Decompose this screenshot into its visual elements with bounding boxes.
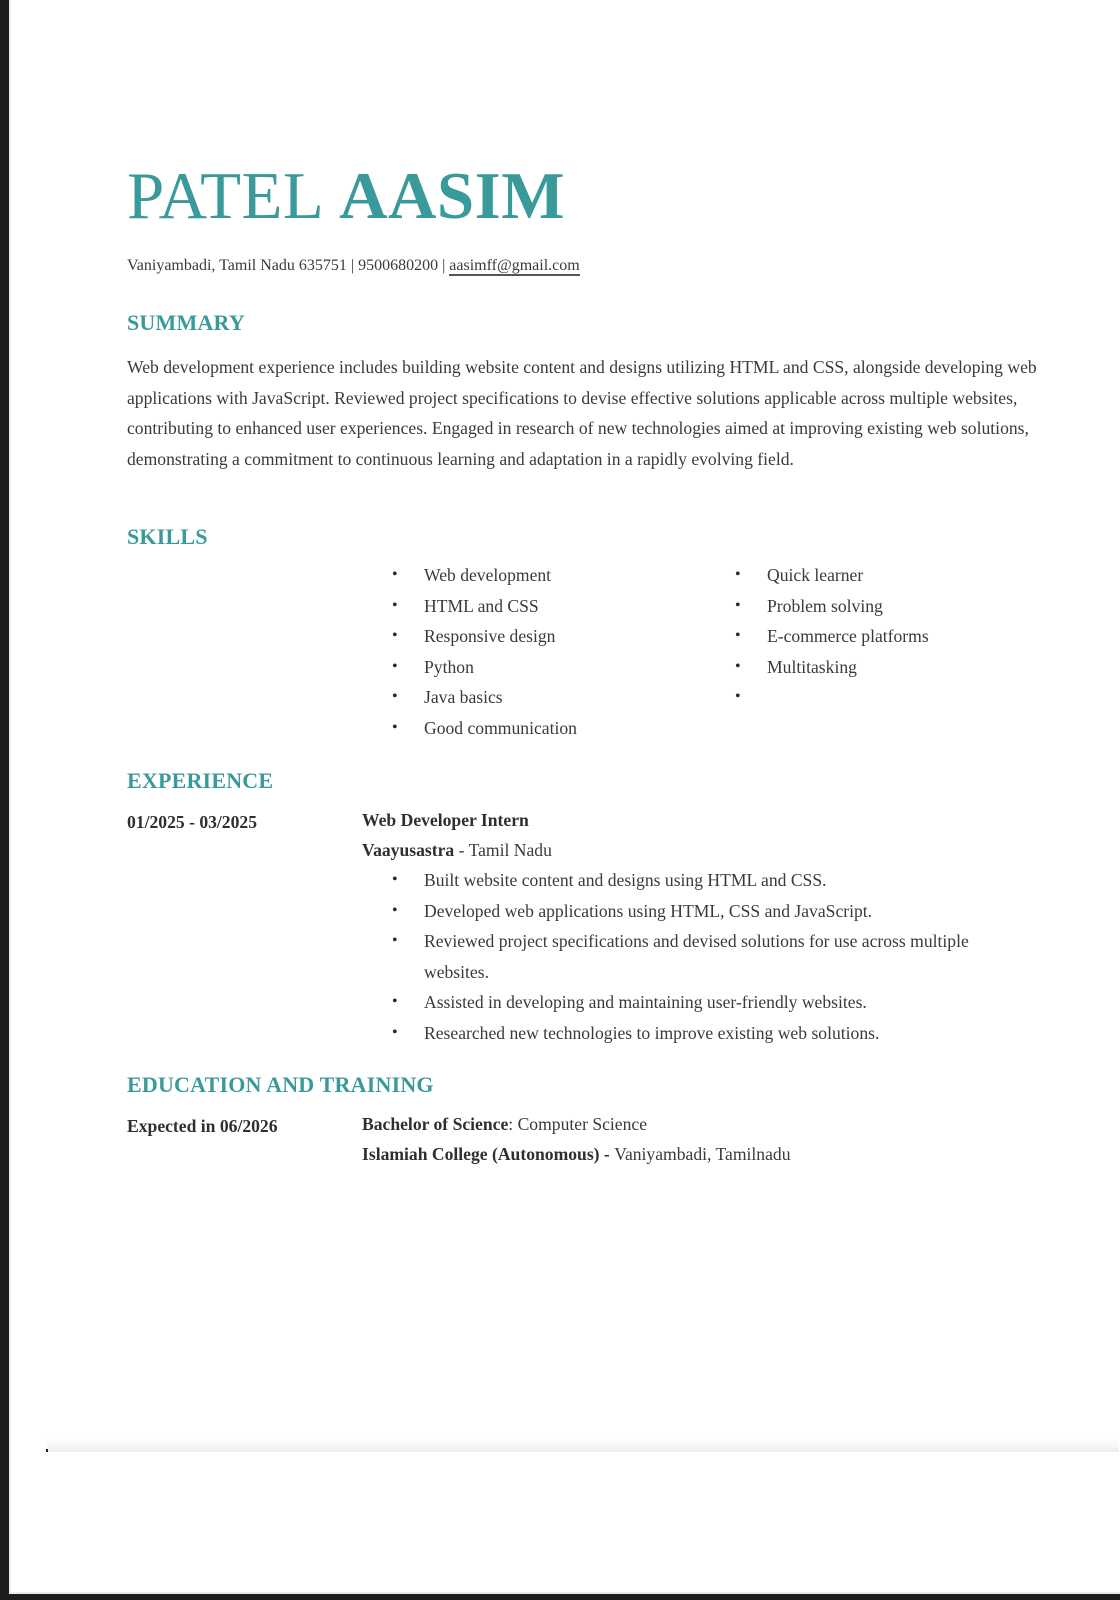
education-heading: EDUCATION AND TRAINING xyxy=(127,1072,434,1097)
experience-company: Vaayusastra xyxy=(362,840,455,860)
experience-bullets xyxy=(392,865,992,1048)
education-field: Computer Science xyxy=(517,1114,648,1134)
skills-list-column-2 xyxy=(735,560,929,713)
bullet-icon: • xyxy=(392,688,398,705)
education-degree: Bachelor of Science xyxy=(362,1114,509,1134)
experience-dates: 01/2025 - 03/2025 xyxy=(127,812,257,832)
contact-location: Vaniyambadi, Tamil Nadu 635751 xyxy=(127,257,347,274)
experience-location: Tamil Nadu xyxy=(468,840,552,860)
resume-page xyxy=(9,0,1120,1594)
contact-separator: | xyxy=(350,257,355,274)
skills-list-column-1 xyxy=(392,560,577,743)
bullet-icon: • xyxy=(392,718,398,736)
experience-bullet: • Researched new technologies to improve existing web solutions. xyxy=(392,1018,992,1049)
first-name: PATEL xyxy=(127,159,322,233)
contact-phone: 9500680200 xyxy=(358,257,439,274)
bullet-icon: • xyxy=(392,627,398,644)
skill-item: • Responsive design xyxy=(392,621,577,652)
contact-line xyxy=(127,256,580,276)
summary-text: Web development experience includes building website content and designs utilizing HTML and CSS, alongside developing web applications with JavaScript. Reviewed project specifications to devise effective solutions applicable across multiple websites, contributing to enhanced user experiences. Engaged in research of new technologies aimed at improving existing web solutions, demonstrating a commitment to continuous learning and adaptation in a rapidly evolving field. xyxy=(127,357,1037,469)
experience-bullet: • Reviewed project specifications and devised solutions for use across multiple websites. xyxy=(392,926,992,987)
bullet-icon: • xyxy=(735,688,741,705)
summary-heading: SUMMARY xyxy=(127,310,245,335)
experience-role: Web Developer Intern xyxy=(362,810,529,830)
bullet-icon: • xyxy=(735,566,741,583)
skill-item: • Problem solving xyxy=(735,591,929,622)
bullet-icon: • xyxy=(735,596,741,614)
skill-item: • HTML and CSS xyxy=(392,591,577,622)
education-school-line: Islamiah College (Autonomous) - Vaniyambadi, Tamilnadu xyxy=(362,1144,791,1164)
contact-email-link[interactable]: aasimff@gmail.com xyxy=(449,257,580,274)
skill-item: • Good communication xyxy=(392,713,577,744)
skill-item-empty xyxy=(735,682,929,713)
skill-item: • Java basics xyxy=(392,682,577,713)
experience-bullet: • Assisted in developing and maintaining user-friendly websites. xyxy=(392,987,992,1018)
skill-item: • Quick learner xyxy=(735,560,929,591)
skill-item: • Web development xyxy=(392,560,577,591)
page-fold-mark xyxy=(46,1449,48,1452)
bullet-icon: • xyxy=(392,596,398,614)
bullet-icon: • xyxy=(392,871,398,888)
last-name: AASIM xyxy=(339,159,565,233)
bullet-icon: • xyxy=(392,993,398,1010)
contact-separator: | xyxy=(442,257,446,274)
experience-bullet: • Built website content and designs using HTML and CSS. xyxy=(392,865,992,896)
skill-item: • E-commerce platforms xyxy=(735,621,929,652)
bullet-icon: • xyxy=(392,566,398,583)
bullet-icon: • xyxy=(392,932,398,949)
bullet-icon: • xyxy=(735,627,741,644)
skill-item: • Python xyxy=(392,652,577,683)
page-bottom-edge xyxy=(9,1592,1120,1594)
experience-company-line: Vaayusastra - Tamil Nadu xyxy=(362,840,552,860)
bullet-icon: • xyxy=(392,657,398,675)
candidate-name xyxy=(127,160,565,232)
page-fold-divider xyxy=(47,1438,1119,1452)
bullet-icon: • xyxy=(735,657,741,675)
education-school: Islamiah College (Autonomous) xyxy=(362,1144,600,1164)
education-degree-line: Bachelor of Science: Computer Science xyxy=(362,1114,648,1134)
education-location: Vaniyambadi, Tamilnadu xyxy=(614,1144,791,1164)
bullet-icon: • xyxy=(392,1023,398,1041)
experience-bullet: • Developed web applications using HTML, CSS and JavaScript. xyxy=(392,896,992,927)
skills-heading: SKILLS xyxy=(127,524,208,549)
skill-item: • Multitasking xyxy=(735,652,929,683)
bullet-icon: • xyxy=(392,901,398,919)
experience-heading: EXPERIENCE xyxy=(127,768,274,793)
education-dates: Expected in 06/2026 xyxy=(127,1116,278,1136)
